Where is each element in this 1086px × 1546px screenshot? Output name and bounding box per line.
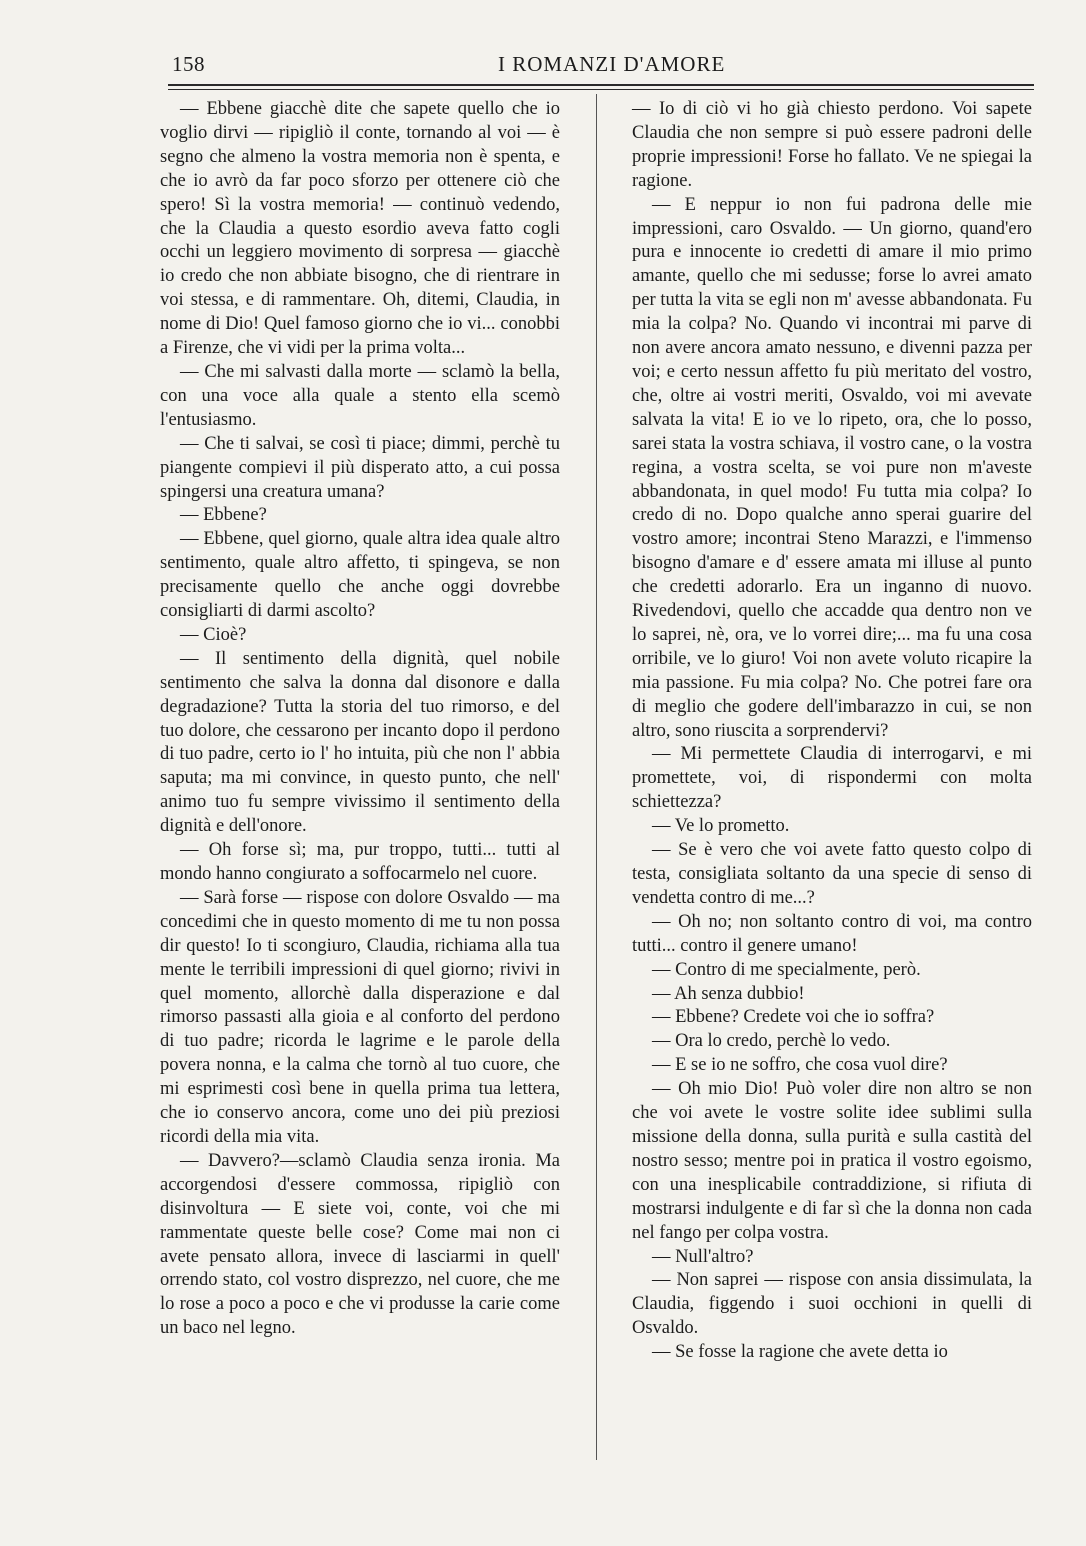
right-column xyxy=(632,98,1032,1365)
paragraph: — Che ti salvai, se così ti piace; dimmi, perchè tu piangente compievi il più disperato atto, a cui possa spingersi una creatura umana? xyxy=(160,433,560,502)
paragraph: — Ebbene? xyxy=(180,505,267,526)
paragraph: — Che mi salvasti dalla morte — sclamò la bella, con una voce alla quale a stento ella scemò l'entusiasmo. xyxy=(160,361,560,430)
header-rule-thin xyxy=(168,89,1034,90)
paragraph: — Se è vero che voi avete fatto questo colpo di testa, consigliata soltanto da una specie di senso di vendetta contro di me...? xyxy=(632,840,1032,908)
paragraph-continuation: — Io di ciò vi ho già chiesto perdono. Voi sapete Claudia che non sempre si può essere padroni delle proprie impressioni! Forse ho fallato. Ve ne spiegai la ragione. xyxy=(632,99,1032,191)
paragraph: — Contro di me specialmente, però. xyxy=(652,959,921,980)
paragraph: — Ebbene giacchè dite che sapete quello che io voglio dirvi — ripigliò il conte, tornando al voi — è segno che almeno la vostra memoria non è spenta, e che io avrò da far poco sforzo per ottenere ciò che spero! Sì la vostra memoria! — continuò vedendo, che la Claudia a questo esordio aveva fatto cogli occhi un leggiero movimento di sorpresa — giacchè io credo che non abbiate bisogno, che di rientrare in voi stessa, e di rammentare. Oh, ditemi, Claudia, in nome di Dio! Quel famoso giorno che io vi... conobbi a Firenze, che vi vidi per la prima volta... xyxy=(160,99,560,359)
running-title: I ROMANZI D'AMORE xyxy=(498,52,726,76)
column-divider xyxy=(596,94,597,1460)
paragraph: — Se fosse la ragione che avete detta io xyxy=(652,1342,948,1363)
paragraph: — Non saprei — rispose con ansia dissimulata, la Claudia, figgendo i suoi occhioni in quelli di Osvaldo. xyxy=(632,1270,1032,1339)
paragraph: — Ah senza dubbio! xyxy=(652,983,805,1004)
page-header xyxy=(168,52,1034,82)
paragraph: — Ora lo credo, perchè lo vedo. xyxy=(652,1031,891,1052)
header-rule-thick xyxy=(168,84,1034,86)
paragraph: — Oh forse sì; ma, pur troppo, tutti... tutti al mondo hanno congiurato a soffocarmelo nel cuore. xyxy=(160,840,560,884)
paragraph: — E se io ne soffro, che cosa vuol dire? xyxy=(652,1055,948,1076)
paragraph: — Sarà forse — rispose con dolore Osvaldo — ma concedimi che in questo momento di me tu non possa dir questo! Io ti scongiuro, Claudia, richiama alla tua mente le terribili impressioni di quel giorno; rivivi in quel momento, allorchè dalla disperazione e dal rimorso passasti alla gioia e al conforto del perdono di tuo padre; ricorda le lagrime e le parole della povera nonna, e la calma che tornò al tuo cuore, che mi esprimesti così bene in quella prima tua lettera, che io conservo ancora, come uno dei più preziosi ricordi della mia vita. xyxy=(160,887,560,1147)
left-column xyxy=(160,98,560,1341)
paragraph: — Il sentimento della dignità, quel nobile sentimento che salva la donna dal disonore e dalla degradazione? Tutta la storia del tuo rimorso, e del tuo dolore, che cessarono per incanto dopo il perdono di tuo padre, certo io l' ho intuita, più che non l' abbia saputa; ma mi convince, in questo punto, che nell' animo tuo fu sempre vivissimo il sentimento della dignità e dell'onore. xyxy=(160,648,560,837)
paragraph: — E neppur io non fui padrona delle mie impressioni, caro Osvaldo. — Un giorno, quand'ero pura e innocente io credetti di amare il mio primo amante, quello che mi sedusse; forse lo avrei amato per tutta la vita se egli non m' avesse abbandonata. Fu mia la colpa? No. Quando vi incontrai mi parve di non avere ancora amato nessuno, e divenni pazza per voi; e certo nessun affetto fu più meritato del vostro, che, oltre ai vostri meriti, Osvaldo, voi mi avevate salvata la vita! E io ve lo ripeto, ora, che lo posso, sarei stata la vostra schiava, il vostro cane, o la vostra regina, a vostra scelta, se voi pure non m'aveste abbandonata, in quel modo! Fu tutta mia colpa? Io credo di no. Dopo qualche anno sperai guarire del vostro amore; incontrai Steno Marazzi, e l'immenso bisogno d'amare e d' essere amata mi illuse al punto che credetti adorarlo. Era un inganno di nuovo. Rivedendovi, quello che accadde qua dentro non ve lo saprei, nè, ora, ve lo vorrei dire;... ma fu una cosa orribile, ve lo giuro! Voi non avete voluto ricapire la mia passione. Fu mia colpa? No. Che potrei fare ora di meglio che godere dell'imbarazzo in cui, se non altro, sono riuscita a sorprendervi? xyxy=(632,194,1032,741)
paragraph: — Cioè? xyxy=(180,624,247,645)
paragraph: — Ve lo prometto. xyxy=(652,816,790,837)
page-number: 158 xyxy=(172,52,205,76)
paragraph: — Davvero?—sclamò Claudia senza ironia. Ma accorgendosi d'essere commossa, ripigliò con disinvoltura — E siete voi, conte, voi che mi rammentate queste belle cose? Come mai non ci avete pensato allora, invece di lasciarmi in quell' orrendo stato, col vostro disprezzo, nel cuore, che me lo rose a poco a poco e che vi produsse la carie come un baco nel legno. xyxy=(160,1150,560,1339)
paragraph: — Oh no; non soltanto contro di voi, ma contro tutti... contro il genere umano! xyxy=(632,911,1032,956)
paragraph: — Null'altro? xyxy=(652,1246,754,1267)
paragraph: — Ebbene, quel giorno, quale altra idea quale altro sentimento, quale altro affetto, ti spingeva, se non precisamente quello che anche oggi dovrebbe consigliarti di darmi ascolto? xyxy=(160,529,560,622)
paragraph: — Mi permettete Claudia di interrogarvi, e mi promettete, voi, di rispondermi con molta schiettezza? xyxy=(632,744,1032,813)
paragraph: — Ebbene? Credete voi che io soffra? xyxy=(652,1007,935,1028)
paragraph: — Oh mio Dio! Può voler dire non altro se non che voi avete le vostre solite idee sublimi sulla missione della donna, sulla purità e sulla castità del nostro sesso; mentre poi in pratica il vostro egoismo, con una inesplicabile contraddizione, si rifiuta di mostrarsi indulgente e di far sì che la donna non cada nel fango per colpa vostra. xyxy=(632,1079,1032,1243)
